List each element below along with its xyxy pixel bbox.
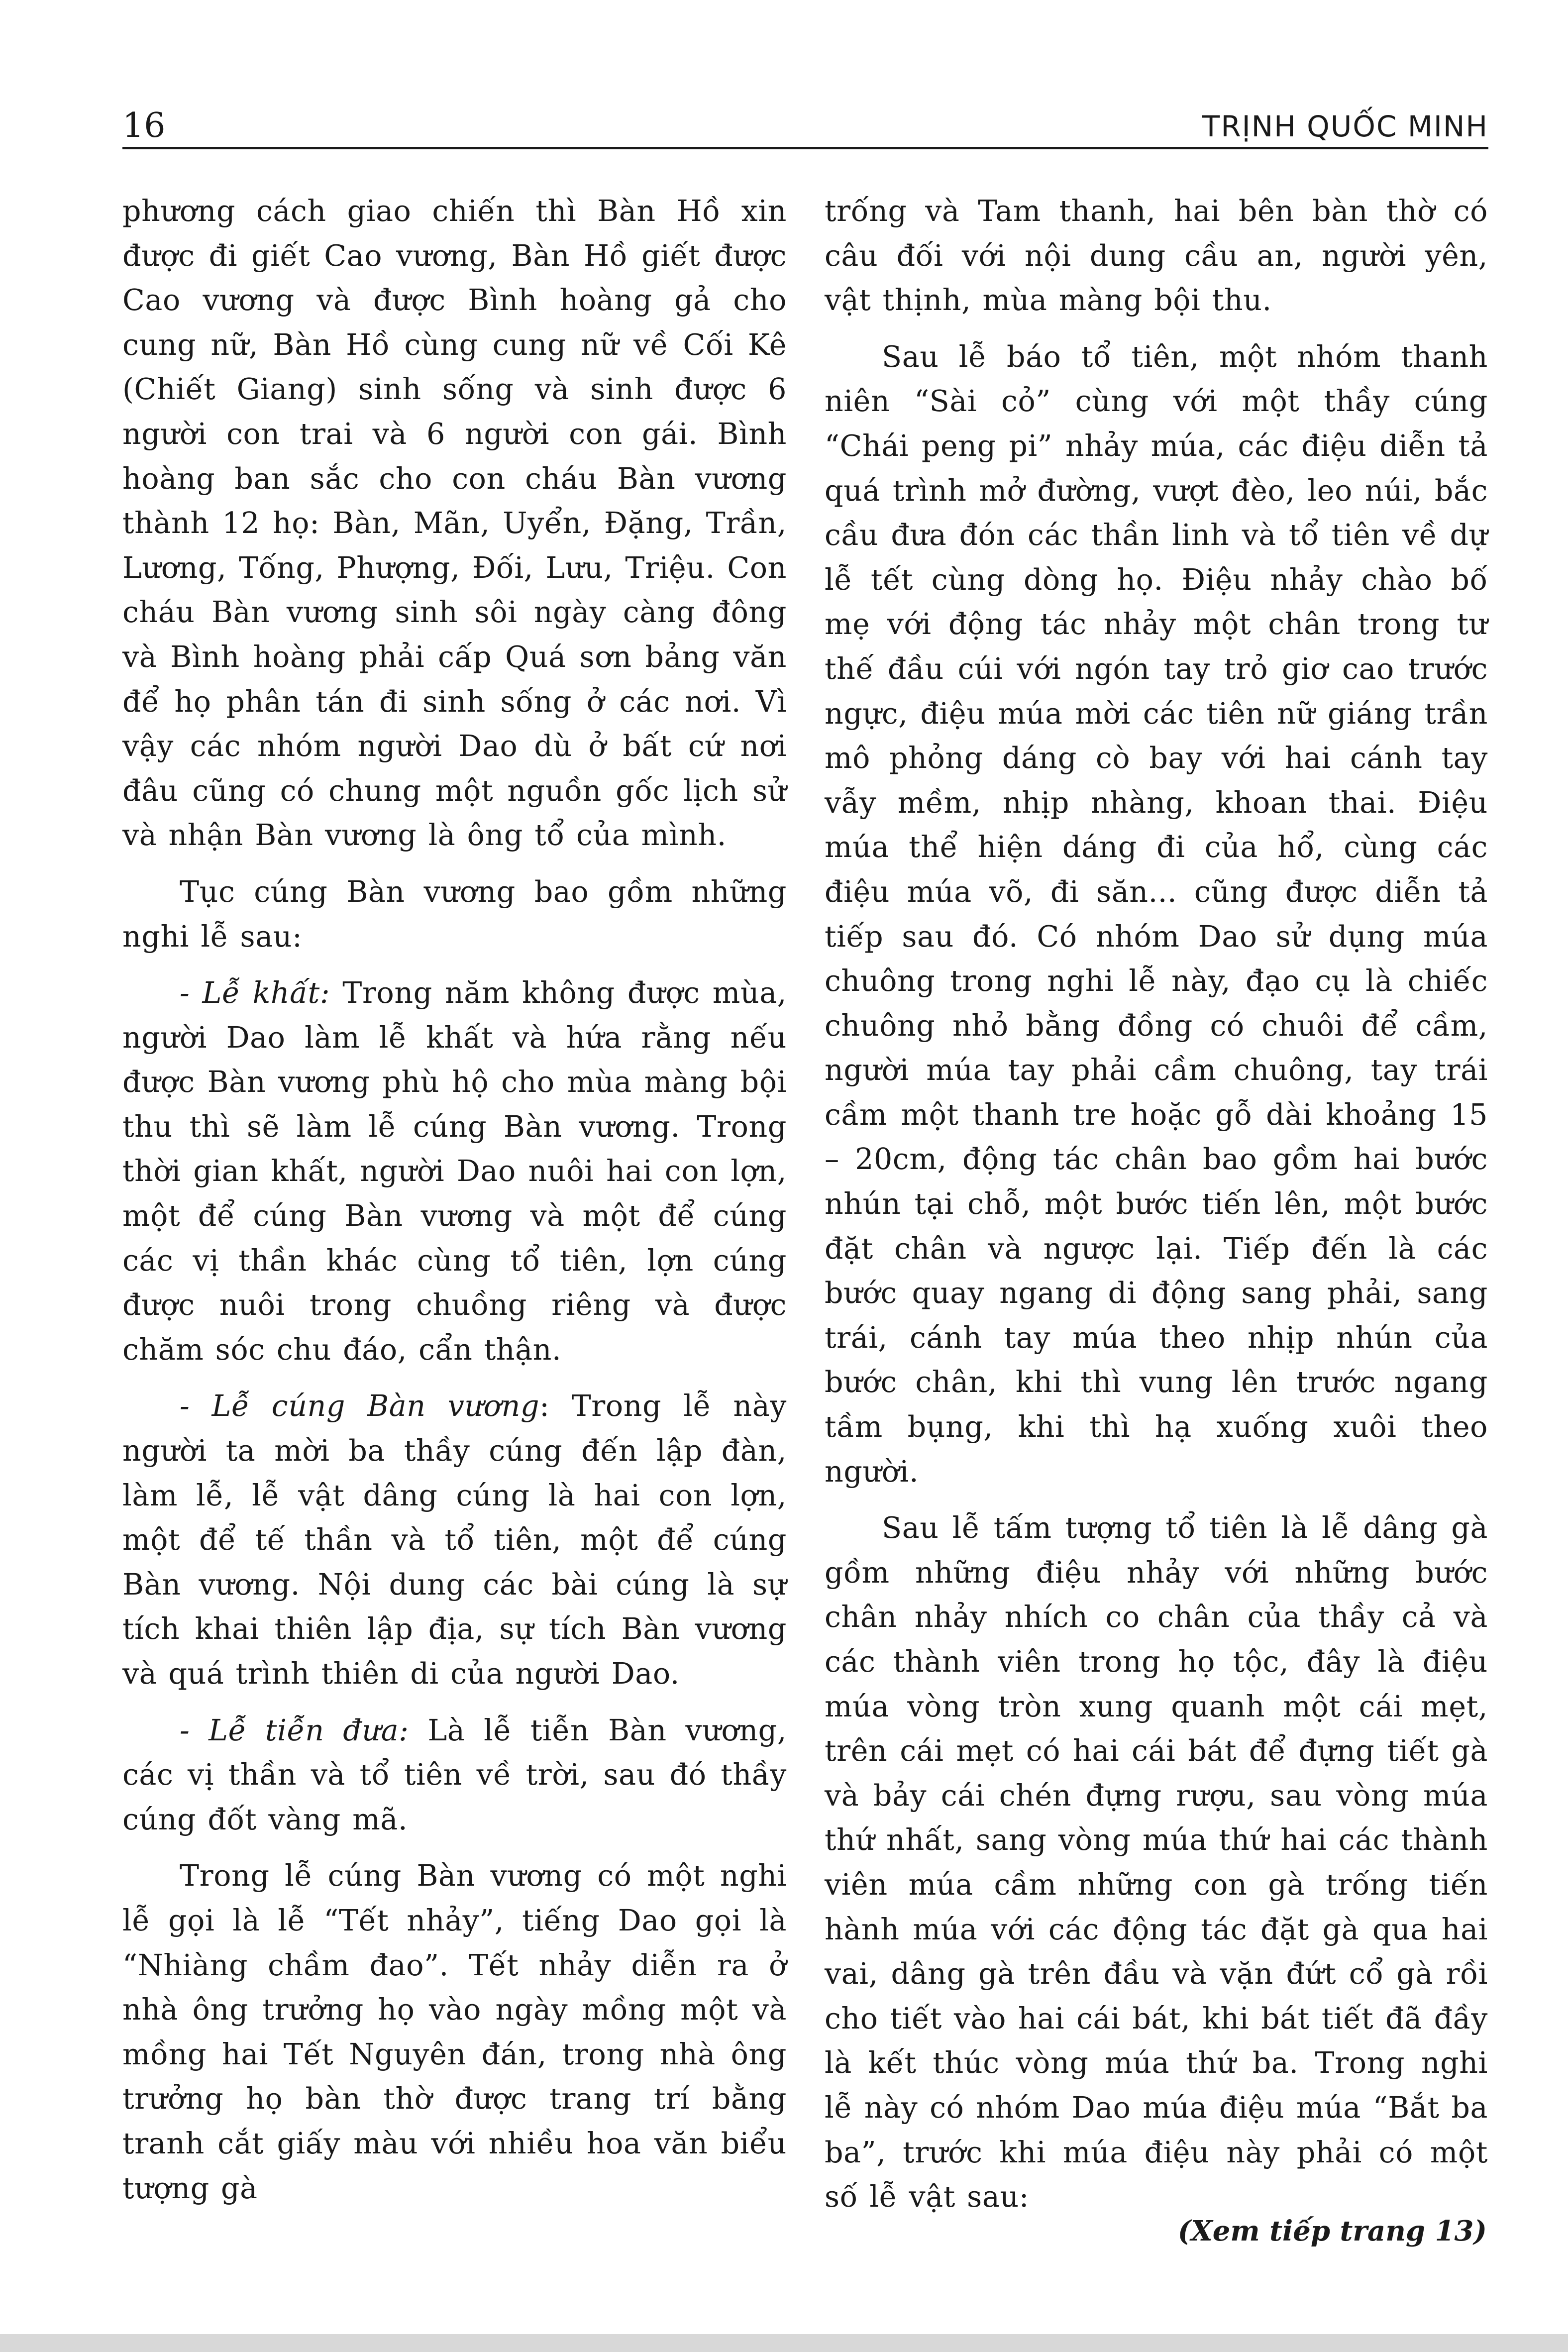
paragraph-text: phương cách giao chiến thì Bàn Hồ xin được đi giết Cao vương, Bàn Hồ giết được Cao vương và được Bình hoàng gả cho cung nữ, Bàn Hồ cùng cung nữ về Cối Kê (Chiết Giang) sinh sống và sinh được 6 người con trai và 6 người con gái. Bình hoàng ban sắc cho con cháu Bàn vương thành 12 họ: Bàn, Mãn, Uyển, Đặng, Trần, Lương, Tống, Phượng, Đối, Lưu, Triệu. Con cháu Bàn vương sinh sôi ngày càng đông và Bình hoàng phải cấp Quá sơn bảng văn để họ phân tán đi sinh sống ở các nơi. Vì vậy các nhóm người Dao dù ở bất cứ nơi đâu cũng có chung một nguồn gốc lịch sử và nhận Bàn vương là ông tổ của mình. — [122, 194, 787, 853]
page-header — [122, 97, 1488, 152]
paragraph — [122, 1384, 787, 1696]
paragraph-text: trống và Tam thanh, hai bên bàn thờ có câu đối với nội dung cầu an, người yên, vật thịnh, mùa màng bội thu. — [825, 194, 1488, 318]
paragraph-text: Trong lễ cúng Bàn vương có một nghi lễ gọi là lễ “Tết nhảy”, tiếng Dao gọi là “Nhiàng chầm đao”. Tết nhảy diễn ra ở nhà ông trưởng họ vào ngày mồng một và mồng hai Tết Nguyên đán, trong nhà ông trưởng họ bàn thờ được trang trí bằng tranh cắt giấy màu với nhiều hoa văn biểu tượng gà — [122, 1859, 787, 2205]
paragraph-label: - Lễ khất: — [180, 976, 330, 1010]
page-number: 16 — [122, 106, 166, 145]
scan-edge — [0, 2334, 1568, 2352]
paragraph — [122, 1709, 787, 1842]
left-column — [122, 189, 787, 2223]
header-divider — [122, 147, 1488, 149]
paragraph-text: Trong năm không được mùa, người Dao làm lễ khất và hứa rằng nếu được Bàn vương phù hộ cho mùa màng bội thu thì sẽ làm lễ cúng Bàn vương. Trong thời gian khất, người Dao nuôi hai con lợn, một để cúng Bàn vương và một để cúng các vị thần khác cùng tổ tiên, lợn cúng được nuôi trong chuồng riêng và được chăm sóc chu đáo, cẩn thận. — [122, 976, 787, 1367]
paragraph — [825, 335, 1488, 1494]
paragraph — [122, 971, 787, 1372]
paragraph-text: Sau lễ báo tổ tiên, một nhóm thanh niên “Sài cỏ” cùng với một thầy cúng “Chái peng pi” nhảy múa, các điệu diễn tả quá trình mở đường, vượt đèo, leo núi, bắc cầu đưa đón các thần linh và tổ tiên về dự lễ tết cùng dòng họ. Điệu nhảy chào bố mẹ với động tác nhảy một chân trong tư thế đầu cúi với ngón tay trỏ giơ cao trước ngực, điệu múa mời các tiên nữ giáng trần mô phỏng dáng cò bay với hai cánh tay vẫy mềm, nhịp nhàng, khoan thai. Điệu múa thể hiện dáng đi của hổ, cùng các điệu múa võ, đi săn... cũng được diễn tả tiếp sau đó. Có nhóm Dao sử dụng múa chuông trong nghi lễ này, đạo cụ là chiếc chuông nhỏ bằng đồng có chuôi để cầm, người múa tay phải cầm chuông, tay trái cầm một thanh tre hoặc gỗ dài khoảng 15 – 20cm, động tác chân bao gồm hai bước nhún tại chỗ, một bước tiến lên, một bước đặt chân và ngược lại. Tiếp đến là các bước quay ngang di động sang phải, sang trái, cánh tay múa theo nhịp nhún của bước chân, khi thì vung lên trước ngang tầm bụng, khi thì hạ xuống xuôi theo người. — [825, 339, 1488, 1489]
paragraph-label: - Lễ tiễn đưa: — [180, 1713, 409, 1747]
paragraph — [122, 1854, 787, 2211]
paragraph-label: - Lễ cúng Bàn vương — [180, 1389, 540, 1423]
paragraph — [825, 189, 1488, 323]
paragraph-text: : Trong lễ này người ta mời ba thầy cúng đến lập đàn, làm lễ, lễ vật dâng cúng là hai con lợn, một để tế thần và tổ tiên, một để cúng Bàn vương. Nội dung các bài cúng là sự tích khai thiên lập địa, sự tích Bàn vương và quá trình thiên di của người Dao. — [122, 1389, 787, 1691]
paragraph-text: Sau lễ tấm tượng tổ tiên là lễ dâng gà gồm những điệu nhảy với những bước chân nhảy nhích co chân của thầy cả và các thành viên trong họ tộc, đây là điệu múa vòng tròn xung quanh một cái mẹt, trên cái mẹt có hai cái bát để đựng tiết gà và bảy cái chén đựng rượu, sau vòng múa thứ nhất, sang vòng múa thứ hai các thành viên múa cầm những con gà trống tiến hành múa với các động tác đặt gà qua hai vai, dâng gà trên đầu và vặn đứt cổ gà rồi cho tiết vào hai cái bát, khi bát tiết đã đầy là kết thúc vòng múa thứ ba. Trong nghi lễ này có nhóm Dao múa điệu múa “Bắt ba ba”, trước khi múa điệu này phải có một số lễ vật sau: — [825, 1511, 1488, 2214]
paragraph — [122, 189, 787, 858]
continuation-note: (Xem tiếp trang 13) — [1177, 2215, 1487, 2247]
running-head-author: TRỊNH QUỐC MINH — [1202, 109, 1488, 143]
right-column — [825, 189, 1488, 2232]
paragraph — [122, 870, 787, 959]
paragraph-text: Tục cúng Bàn vương bao gồm những nghi lễ sau: — [122, 874, 787, 954]
paragraph-text: Là lễ tiễn Bàn vương, các vị thần và tổ tiên về trời, sau đó thầy cúng đốt vàng mã. — [122, 1713, 787, 1836]
paragraph — [825, 1506, 1488, 2220]
